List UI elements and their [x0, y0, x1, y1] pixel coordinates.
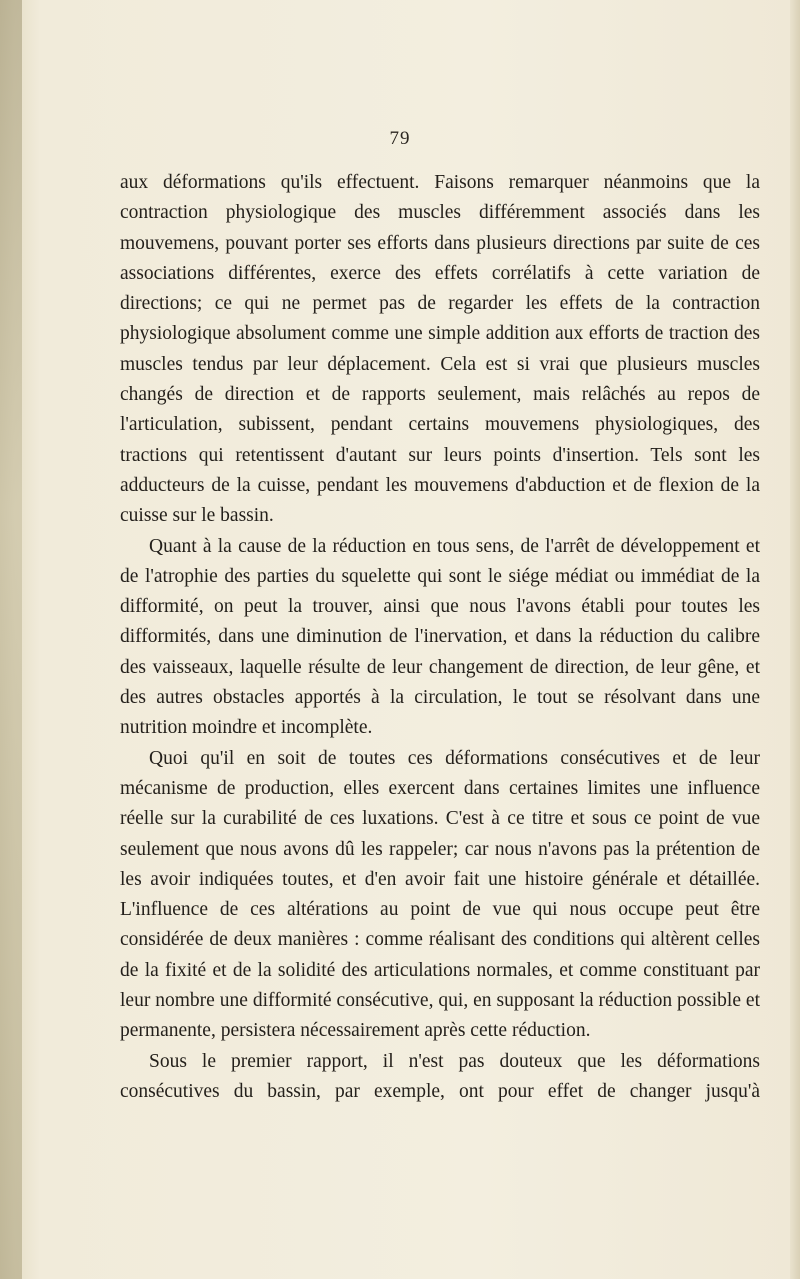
page-number: 79	[389, 128, 411, 149]
page-gutter-shadow	[0, 0, 22, 1279]
paragraph-1: aux déformations qu'ils effectuent. Faisons remarquer néanmoins que la contraction physiologique des muscles différemment associés dans les mouvemens, pouvant porter ses efforts dans plusieurs directions par suite de ces associations différentes, exerce des effets corrélatifs à cette variation de directions; ce qui ne permet pas de regarder les effets de la contraction physiologique absolument comme une simple addition aux efforts de traction des muscles tendus par leur déplacement. Cela est si vrai que plusieurs muscles changés de direction et de rapports seulement, mais relâchés au repos de l'articulation, subissent, pendant certains mouvemens physiologiques, des tractions qui retentissent d'autant sur leurs points d'insertion. Tels sont les adducteurs de la cuisse, pendant les mouvemens d'abduction et de flexion de la cuisse sur le bassin.	[120, 172, 760, 527]
paragraph-3: Quoi qu'il en soit de toutes ces déformations consécutives et de leur mécanisme de production, elles exercent dans certaines limites une influence réelle sur la curabilité de ces luxations. C'est à ce titre et sous ce point de vue seulement que nous avons dû les rappeler; car nous n'avons pas la prétention de les avoir indiquées toutes, et d'en avoir fait une histoire générale et détaillée. L'influence de ces altérations au point de vue qui nous occupe peut être considérée de deux manières : comme réalisant des conditions qui altèrent celles de la fixité et de la solidité des articulations normales, et comme constituant par leur nombre une difformité consécutive, qui, en supposant la réduction possible et permanente, persistera nécessairement après cette réduction.	[120, 747, 760, 1042]
paragraph-2: Quant à la cause de la réduction en tous sens, de l'arrêt de développement et de l'atrophie des parties du squelette qui sont le siége médiat ou immédiat de la difformité, on peut la trouver, ainsi que nous l'avons établi pour toutes les difformités, dans une diminution de l'inervation, et dans la réduction du calibre des vaisseaux, laquelle résulte de leur changement de direction, de leur gêne, et des autres obstacles apportés à la circulation, le tout se résolvant dans une nutrition moindre et incomplète.	[120, 535, 760, 739]
body-text	[120, 168, 760, 1107]
page-edge	[790, 0, 800, 1279]
paragraph-4: Sous le premier rapport, il n'est pas douteux que les déformations consécutives du bassin, par exemple, ont pour effet de changer jusqu'à	[120, 1050, 760, 1102]
